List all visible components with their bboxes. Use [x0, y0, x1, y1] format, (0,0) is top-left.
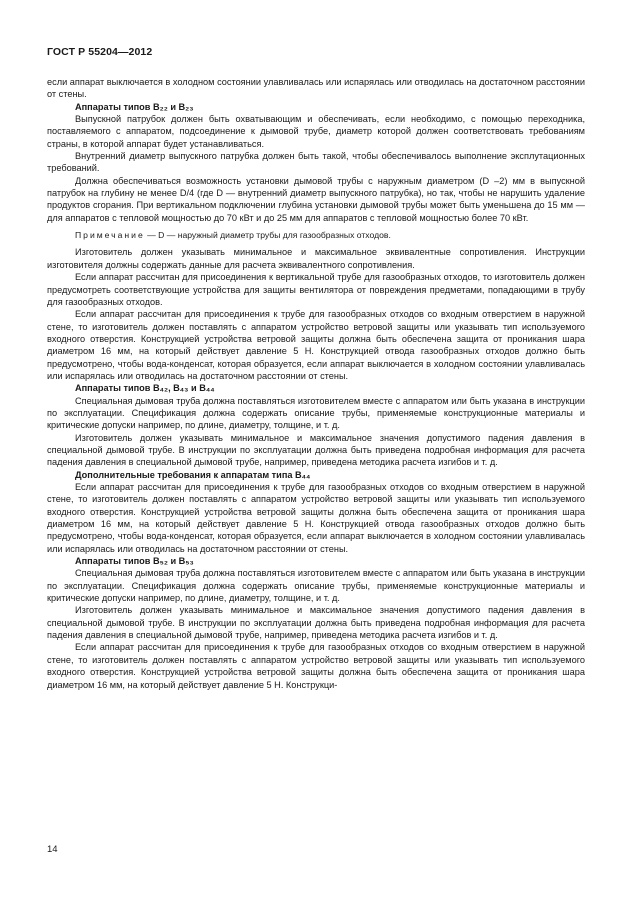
paragraph: Изготовитель должен указывать минимальное и максимальное значения допустимого падения давления в специальной дымовой трубе. В инструкции по эксплуатации должна быть приведена подробная информация для расчета падения давления в специальной дымовой трубе, например, приведена методика расчета изгибов и т. д. — [47, 432, 585, 468]
paragraph: Изготовитель должен указывать минимальное и максимальное эквивалентные сопротивления. Инструкции изготовителя должны содержать данные для расчета эквивалентного сопротивления. — [47, 247, 585, 270]
note-label: Примечание — [75, 230, 145, 241]
document-body — [47, 76, 585, 691]
paragraph: если аппарат выключается в холодном состоянии улавливалась или испарялась или отводилась на достаточном расстоянии от стены. — [47, 77, 585, 100]
paragraph: Должна обеспечиваться возможность установки дымовой трубы с наружным диаметром (D –2) мм в выпускной патрубок на глубину не менее D/4 (где D — внутренний диаметр выпускного патрубка), но так, чтобы не нарушить удаление продуктов сгорания. При вертикальном подключении глубина установки дымовой трубы может быть уменьшена до 15 мм — для аппаратов с тепловой мощностью до 70 кВт и до 25 мм для аппаратов с тепловой мощностью более 70 кВт. — [47, 175, 585, 223]
paragraph: Если аппарат рассчитан для присоединения к вертикальной трубе для газообразных отходов, то изготовитель должен предусмотреть соответствующие устройства для защиты вентилятора от повреждения предметами, попадающими в трубу для газообразных отходов. — [47, 272, 585, 307]
document-header: ГОСТ Р 55204—2012 — [47, 46, 153, 58]
section-heading: Аппараты типов B₄₂, B₄₃ и B₄₄ — [75, 383, 215, 394]
section-heading: Аппараты типов B₅₂ и B₅₃ — [75, 556, 194, 567]
paragraph: Выпускной патрубок должен быть охватывающим и обеспечивать, если необходимо, с помощью переходника, поставляемого с аппаратом, подсоединение к дымовой трубе, диаметр которой должен соответствовать требованиям страны, в которой аппарат будет устанавливаться. — [47, 114, 585, 149]
section-heading: Аппараты типов B₂₂ и B₂₃ — [75, 101, 194, 112]
page-number: 14 — [47, 844, 58, 855]
paragraph: Если аппарат рассчитан для присоединения к трубе для газообразных отходов со входным отверстием в наружной стене, то изготовитель должен поставлять с аппаратом устройство ветровой защиты или указывать тип используемого входного отверстия. Конструкцией устройства ветровой защиты должна быть обеспечена защита от проникания шара диаметром 16 мм, на который действует давление 5 Н. Конструкцией отвода газообразных отходов должно быть предусмотрено, чтобы вода-конденсат, которая образуется, если аппарат выключается в холодном состоянии улавливалась или испарялась или отводилась на достаточном расстоянии от стены. — [47, 482, 585, 554]
paragraph: Если аппарат рассчитан для присоединения к трубе для газообразных отходов со входным отверстием в наружной стене, то изготовитель должен поставлять с аппаратом устройство ветровой защиты или указывать тип используемого входного отверстия. Конструкцией устройства ветровой защиты должна быть обеспечена защита от проникания шара диаметром 16 мм, на который действует давление 5 Н. Конструкци- — [47, 642, 585, 690]
paragraph: Специальная дымовая труба должна поставляться изготовителем вместе с аппаратом или быть указана в инструкции по эксплуатации. Спецификация должна содержать описание трубы, применяемые конструкционные материалы и критические допуски например, по длине, диаметру, толщине, и т. д. — [47, 395, 585, 431]
note-text: — D — наружный диаметр трубы для газообразных отходов. — [144, 230, 391, 241]
paragraph: Если аппарат рассчитан для присоединения к трубе для газообразных отходов со входным отверстием в наружной стене, то изготовитель должен поставлять с аппаратом устройство ветровой защиты или указывать тип используемого входного отверстия. Конструкцией устройства ветровой защиты должна быть обеспечена защита от проникания шара диаметром 16 мм, на который действует давление 5 Н. Конструкцией отвода газообразных отходов должно быть предусмотрено, чтобы вода-конденсат, которая образуется, если аппарат выключается в холодном состоянии улавливалась или испарялась или отводилась на достаточном расстоянии от стены. — [47, 309, 585, 381]
paragraph: Специальная дымовая труба должна поставляться изготовителем вместе с аппаратом или быть указана в инструкции по эксплуатации. Спецификация должна содержать описание трубы, применяемые конструкционные материалы и критические допуски например, по длине, диаметру, толщине, и т. д. — [47, 568, 585, 604]
paragraph: Изготовитель должен указывать минимальное и максимальное значения допустимого падения давления в специальной дымовой трубе. В инструкции по эксплуатации должна быть приведена подробная информация для расчета падения давления в специальной дымовой трубе, например, приведена методика расчета изгибов и т. д. — [47, 605, 585, 641]
section-heading: Дополнительные требования к аппаратам типа B₄₄ — [75, 469, 311, 480]
paragraph: Внутренний диаметр выпускного патрубка должен быть такой, чтобы обеспечивалось выполнение эксплутационных требований. — [47, 151, 585, 174]
note — [47, 229, 585, 241]
